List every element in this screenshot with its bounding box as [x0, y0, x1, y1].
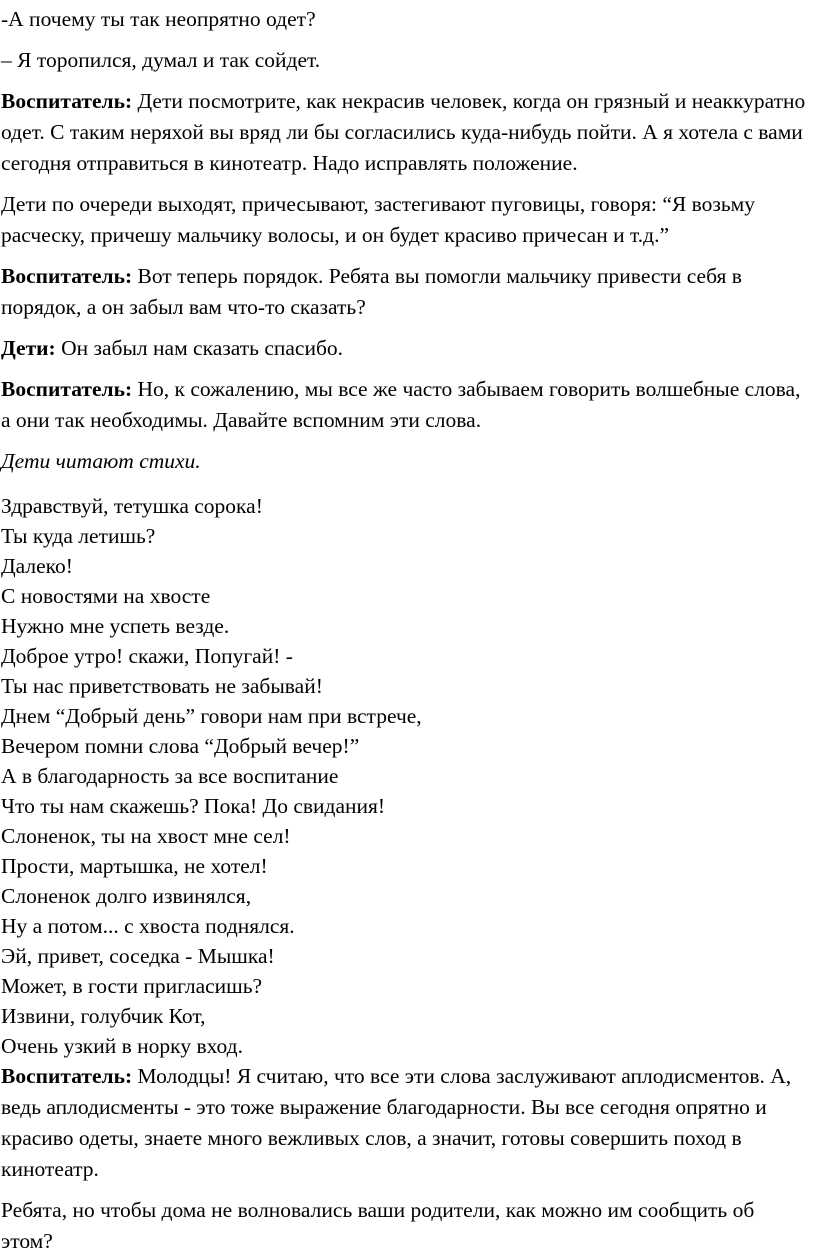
verse-line: Днем “Добрый день” говори нам при встрече, — [1, 704, 422, 728]
verse-line: Что ты нам скажешь? Пока! До свидания! — [1, 794, 386, 818]
verse-line: Очень узкий в норку вход. — [1, 1034, 243, 1058]
verse-line: Здравствуй, тетушка сорока! — [1, 494, 263, 518]
verse-line: Ты куда летишь? — [1, 524, 156, 548]
paragraph-text: Молодцы! Я считаю, что все эти слова заслуживают аплодисментов. А, ведь аплодисменты - это тоже выражение благодарности. Вы все сегодня опрятно и красиво одеты, знаете много вежливых слов, а значит, готовы совершить поход в кинотеатр. — [1, 1064, 792, 1181]
verse-line: Слоненок долго извинялся, — [1, 884, 252, 908]
verse-line: С новостями на хвосте — [1, 584, 211, 608]
verse-line: Вечером помни слова “Добрый вечер!” — [1, 734, 360, 758]
paragraph-text: Но, к сожалению, мы все же часто забываем говорить волшебные слова, а они так необходимы. Давайте вспомним эти слова. — [1, 377, 801, 432]
verse-line: Нужно мне успеть везде. — [1, 614, 230, 638]
teacher-paragraph-3 — [1, 374, 809, 436]
verse-line: Может, в гости пригласишь? — [1, 974, 263, 998]
speaker-label: Воспитатель: — [1, 89, 133, 113]
children-paragraph — [1, 333, 809, 364]
speaker-label: Воспитатель: — [1, 1064, 133, 1088]
verse-line: Доброе утро! скажи, Попугай! - — [1, 644, 293, 668]
paragraph-text: Он забыл нам сказать спасибо. — [55, 336, 344, 360]
stage-direction: Дети читают стихи. — [1, 449, 201, 473]
speaker-label: Воспитатель: — [1, 377, 133, 401]
dialogue-line-answer: – Я торопился, думал и так сойдет. — [1, 48, 321, 72]
verse-line: Слоненок, ты на хвост мне сел! — [1, 824, 291, 848]
speaker-label: Воспитатель: — [1, 264, 133, 288]
teacher-paragraph-1 — [1, 86, 809, 179]
verse-line: Ну а потом... с хвоста поднялся. — [1, 914, 295, 938]
dialogue-line-question: -А почему ты так неопрятно одет? — [1, 7, 316, 31]
teacher-paragraph-4 — [1, 1061, 809, 1185]
verse-line: Прости, мартышка, не хотел! — [1, 854, 268, 878]
poem-verse — [1, 491, 809, 1061]
verse-line: Далеко! — [1, 554, 73, 578]
verse-line: Ты нас приветствовать не забывай! — [1, 674, 323, 698]
paragraph-text: Дети посмотрите, как некрасив человек, когда он грязный и неаккуратно одет. С таким неряхой вы вряд ли бы согласились куда-нибудь пойти. А я хотела с вами сегодня отправиться в кинотеатр. Надо исправлять положение. — [1, 89, 806, 175]
children-action-paragraph: Дети по очереди выходят, причесывают, застегивают пуговицы, говоря: “Я возьму расческу, причешу мальчику волосы, и он будет красиво причесан и т.д.” — [1, 192, 756, 247]
paragraph-text: Вот теперь порядок. Ребята вы помогли мальчику привести себя в порядок, а он забыл вам что-то сказать? — [1, 264, 742, 319]
verse-line: Извини, голубчик Кот, — [1, 1004, 206, 1028]
verse-line: А в благодарность за все воспитание — [1, 764, 339, 788]
speaker-label: Дети: — [1, 336, 56, 360]
teacher-paragraph-2 — [1, 261, 809, 323]
closing-question: Ребята, но чтобы дома не волновались ваши родители, как можно им сообщить об этом? — [1, 1198, 755, 1253]
verse-line: Эй, привет, соседка - Мышка! — [1, 944, 275, 968]
